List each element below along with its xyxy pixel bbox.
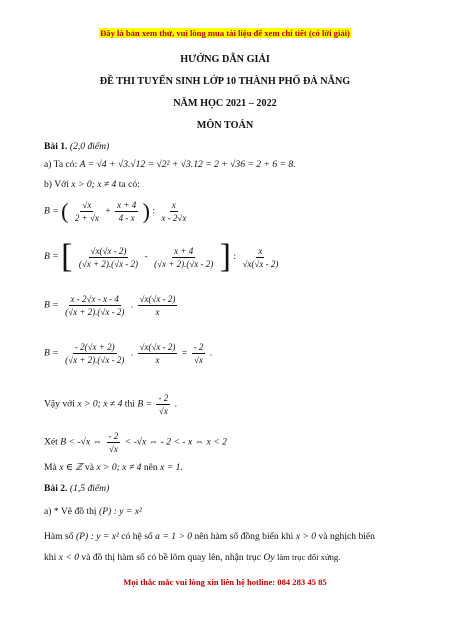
b2-fraction-3 [240,246,280,269]
part-a1-prefix: a) Ta có: [44,159,78,170]
bai1-points: (2,0 điểm) [69,141,110,152]
ma-line [44,462,183,473]
part-a2-expr: (P) : y = x² [99,506,142,517]
b4-f2-num: √x(√x - 2) [139,342,176,352]
b3-f1-den: (√x + 2).(√x - 2) [65,307,125,317]
b4-eq: = [181,347,188,359]
para2-t3: làm trục đối xứng. [276,552,341,562]
xet-expr1: B < -√x ⇔ [60,436,103,448]
b2-lhs: B = [44,251,59,263]
b1-f1-num: √x [82,200,92,210]
part-a2 [44,506,142,517]
bai2-heading [44,483,109,494]
b2-f1-num: √x(√x - 2) [90,245,127,256]
b2-f3-den: √x(√x - 2) [242,258,279,269]
b4-f1-num: - 2(√x + 2) [74,342,115,352]
b2-minus: - [144,251,148,263]
b2-close-bracket: ] [219,238,231,275]
conclusion-line [44,393,177,416]
b4-dot: . [130,347,134,359]
para2-line [44,552,340,563]
xet-num: - 2 [108,431,119,441]
part-b1-cond: x > 0; x ≠ 4 [71,179,117,190]
b2-f3-num: x [258,245,263,256]
xet-line [44,431,227,454]
part-a1 [44,159,296,170]
preview-banner-text: Đây là bản xem thử, vui lòng mua tài liệu để xem chi tiết (có lời giải) [100,28,350,38]
b3-dot: . [130,299,134,311]
b4-f2-den: x [155,355,160,365]
ma-nen: nên [143,462,158,473]
bai2-label: Bài 2. [44,483,68,494]
b1-f1-den: 2 + √x [74,213,99,223]
b4-end: . [209,347,213,359]
ma-and: và [84,462,94,473]
xet-expr2: < -√x ⇔ - 2 < - x ⇔ x < 2 [124,436,227,448]
b4-f3-den: √x [194,355,203,365]
conclusion-prefix: Vậy với [44,398,75,410]
part-b1 [44,179,140,190]
para2-t2: và đồ thị hàm số có bề lõm quay lên, nhận trục [81,552,261,563]
formula-b-line2 [44,240,282,274]
b1-plus: + [105,205,111,217]
para1-t4: và nghịch biến [318,531,375,542]
b3-f2-den: x [155,307,160,317]
b4-lhs: B = [44,347,59,359]
b1-fraction-3 [159,200,188,223]
b2-f2-den: (√x + 2).(√x - 2) [154,258,214,269]
para2-e1: x < 0 [58,552,79,563]
b4-f3-num: - 2 [193,342,204,352]
para1-e2: a = 1 > 0 [155,531,193,542]
para1-line [44,531,375,542]
b3-lhs: B = [44,299,59,311]
b2-f2-num: x + 4 [174,245,194,256]
formula-b-line4 [44,342,212,365]
para2-e2: Oy [263,552,275,563]
ma-result: x = 1. [160,462,183,473]
ma-prefix: Mà [44,462,57,473]
doc-title: HƯỚNG DẪN GIẢI [180,54,270,65]
formula-b-line3 [44,294,179,317]
b1-f3-den: x - 2√x [161,213,187,223]
subject-title: MÔN TOÁN [196,120,254,131]
b1-fraction-1 [73,200,101,223]
bai2-points: (1,5 điểm) [69,483,110,494]
b1-div: : [152,205,156,217]
b2-div: : [233,251,237,263]
b1-f2-num: x + 4 [117,200,137,210]
b4-fraction-3 [192,342,206,365]
part-a2-prefix: a) * Vẽ đồ thị [44,506,97,517]
conclusion-lhs: B = [137,398,153,410]
para2-t1: khi [44,552,57,563]
school-year: NĂM HỌC 2021 – 2022 [173,98,277,109]
b2-fraction-2 [152,246,215,269]
b3-f2-num: √x(√x - 2) [139,294,176,304]
b3-f1-num: x - 2√x - x - 4 [70,294,119,304]
conclusion-den: √x [158,406,168,416]
b1-fraction-2 [115,200,138,223]
bai1-heading [44,141,109,152]
para1-t1: Hàm số [44,531,74,542]
preview-banner [0,28,450,38]
b3-fraction-1 [63,294,126,317]
ma-cond: x > 0; x ≠ 4 [96,462,142,473]
part-b1-suffix: ta có: [118,179,140,190]
conclusion-end: . [174,398,178,410]
b3-fraction-2 [138,294,178,317]
conclusion-num: - 2 [158,393,169,403]
b1-f3-num: x [171,200,176,210]
bai1-label: Bài 1. [44,141,68,152]
b4-fraction-2 [138,342,178,365]
b1-f2-den: 4 - x [118,213,135,223]
b1-close-paren: ) [142,198,150,224]
para1-t2: có hệ số [121,531,153,542]
para1-t3: nên hàm số đồng biến khi [194,531,294,542]
formula-b-line1 [44,200,190,223]
b4-fraction-1 [63,342,126,365]
part-b1-prefix: b) Với [44,179,69,190]
b2-open-bracket: [ [61,238,73,275]
b1-open-paren: ( [61,198,69,224]
ma-set: x ∈ ℤ [59,462,83,473]
exam-title: ĐỀ THI TUYỂN SINH LỚP 10 THÀNH PHỐ ĐÀ NẴNG [99,76,351,87]
conclusion-fraction [156,393,170,416]
para1-e3: x > 0 [295,531,317,542]
para1-e1: (P) : y = x² [75,531,119,542]
xet-fraction [107,431,121,454]
conclusion-cond: x > 0; x ≠ 4 [77,398,123,410]
b2-fraction-1 [77,246,140,269]
hotline-banner: Mọi thắc mắc vui lòng xin liên hệ hotline: 084 283 45 85 [123,577,327,587]
xet-den: √x [108,444,118,454]
b2-f1-den: (√x + 2).(√x - 2) [78,258,139,269]
b4-f1-den: (√x + 2).(√x - 2) [65,355,125,365]
xet-prefix: Xét [44,436,58,448]
part-a1-expr: A = √4 + √3.√12 = √2² + √3.12 = 2 + √36 = 2 + 6 = 8. [79,159,296,170]
b1-lhs: B = [44,205,59,217]
conclusion-then: thì [124,398,135,410]
